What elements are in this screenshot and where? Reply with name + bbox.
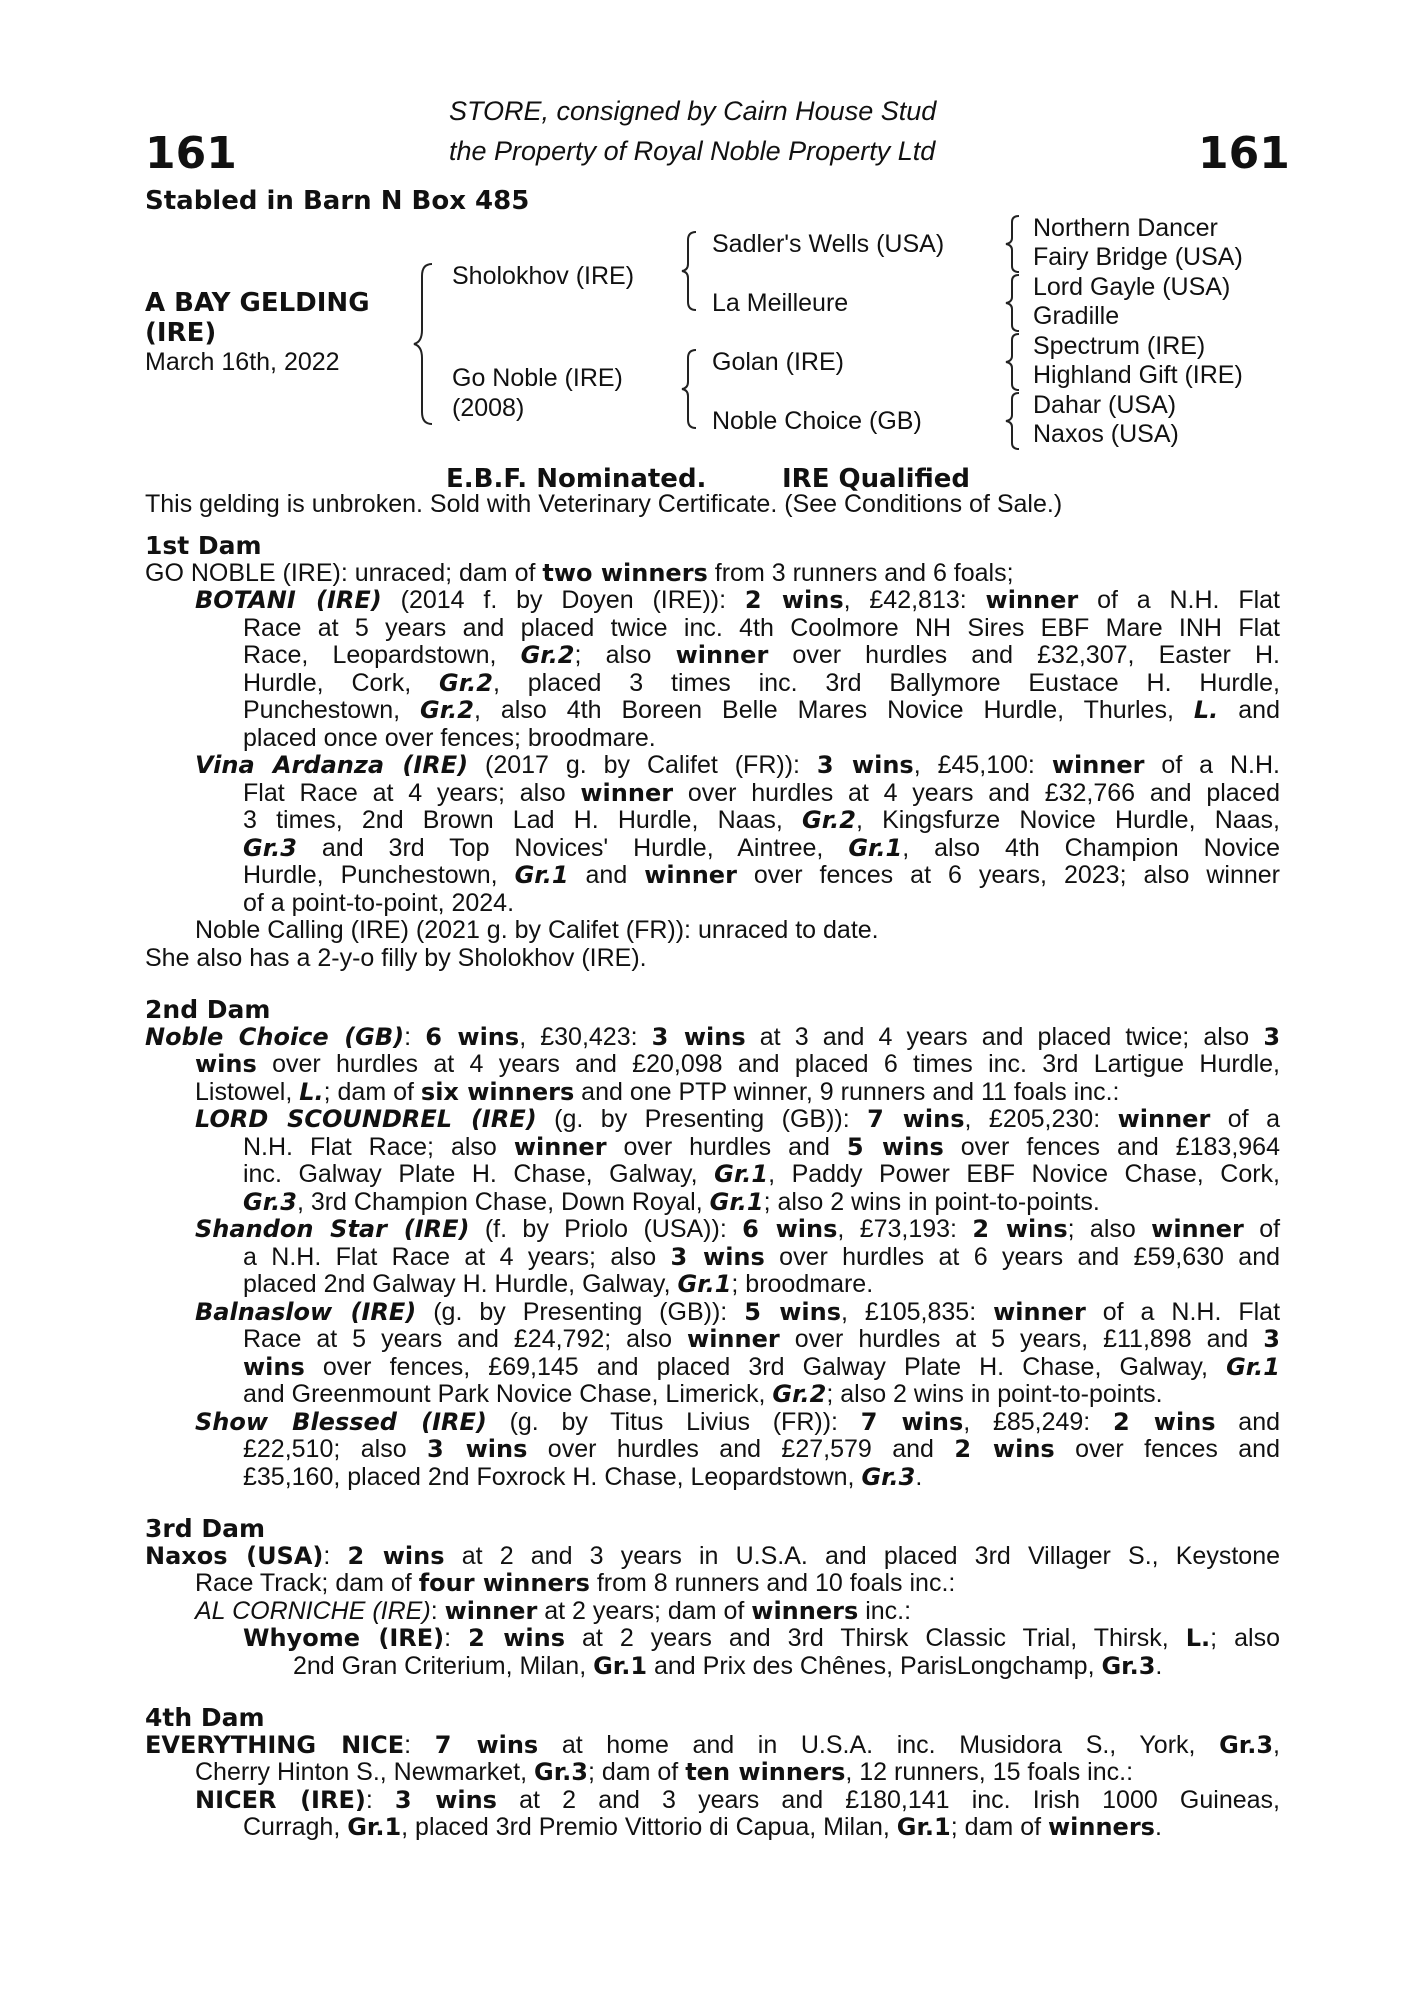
lot-number-left: 161 [145, 128, 237, 179]
gg-ancestor: Fairy Bridge (USA) [1033, 243, 1243, 271]
sire-sire: Sadler's Wells (USA) [712, 230, 945, 258]
horse-name: BOTANI (IRE) [195, 586, 382, 614]
lot-number-right: 161 [1198, 128, 1290, 179]
header-consignor: STORE, consigned by Cairn House Stud [449, 96, 937, 126]
pedigree-brace-gg4 [1003, 391, 1033, 451]
gg-ancestor: Gradille [1033, 302, 1120, 330]
stabled-location: Stabled in Barn N Box 485 [145, 186, 530, 216]
gg-ancestor: Spectrum (IRE) [1033, 332, 1206, 360]
pedigree-brace-dam [678, 348, 708, 430]
sale-note: This gelding is unbroken. Sold with Veterinary Certificate. (See Conditions of Sale.) [145, 490, 1063, 518]
progeny-al-corniche: AL CORNICHE (IRE): winner at 2 years; dam of winners inc.: [195, 1596, 912, 1625]
gg-ancestor: Naxos (USA) [1033, 420, 1179, 448]
pedigree-brace-main [410, 262, 450, 426]
dam-sire: Golan (IRE) [712, 348, 844, 376]
progeny-show-blessed: Show Blessed (IRE) (g. by Titus Livius (FR)): 7 wins, £85,249: 2 wins and £22,510; also 3 wins over hurdles and £27,579 and 2 wins over fences and £35,160, placed 2nd Foxrock H. Chase, Leopardstown, Gr.3. [195, 1407, 1281, 1491]
progeny-lord-scoundrel: LORD SCOUNDREL (IRE) (g. by Presenting (GB)): 7 wins, £205,230: winner of a N.H. Flat Race; also winner over hurdles and 5 wins over fences and £183,964 inc. Galway Plate H. Chase, Galway, Gr.1, Paddy Power EBF Novice Chase, Cork, Gr.3, 3rd Champion Chase, Down Royal, Gr.1; also 2 wins in point-to-points. [195, 1105, 1280, 1216]
progeny-botani: BOTANI (IRE) (2014 f. by Doyen (IRE)): 2 wins, £42,813: winner of a N.H. Flat Race at 5 years and placed twice inc. 4th Coolmore NH Sires EBF Mare INH Flat Race, Leopardstown, Gr.2; also winner over hurdles and £32,307, Easter H. Hurdle, Cork, Gr.2, placed 3 times inc. 3rd Ballymore Eustace H. Hurdle, Punchestown, Gr.2, also 4th Boreen Belle Mares Novice Hurdle, Thurles, L. and placed once over fences; broodmare. [195, 586, 1280, 752]
gg-ancestor: Highland Gift (IRE) [1033, 361, 1243, 389]
ebf-nominated: E.B.F. Nominated. [446, 464, 707, 494]
dam1-intro: GO NOBLE (IRE): unraced; dam of two winners from 3 runners and 6 foals; [145, 558, 1014, 587]
progeny-vina-ardanza: Vina Ardanza (IRE) (2017 g. by Califet (FR)): 3 wins, £45,100: winner of a N.H. Flat Race at 4 years; also winner over hurdles at 4 years and £32,766 and placed 3 times, 2nd Brown Lad H. Hurdle, Naas, Gr.2, Kingsfurze Novice Hurdle, Naas, Gr.3 and 3rd Top Novices' Hurdle, Aintree, Gr.1, also 4th Champion Novice Hurdle, Punchestown, Gr.1 and winner over fences at 6 years, 2023; also winner of a point-to-point, 2024. [195, 751, 1281, 917]
horse-country: (IRE) [145, 318, 217, 348]
horse-title: A BAY GELDING [145, 288, 370, 318]
gg-ancestor: Dahar (USA) [1033, 391, 1177, 419]
sire-dam: La Meilleure [712, 289, 849, 317]
section-heading: 2nd Dam [145, 995, 271, 1024]
dam-dam: Noble Choice (GB) [712, 407, 922, 435]
foaling-date: March 16th, 2022 [145, 348, 340, 376]
section-heading: 3rd Dam [145, 1514, 265, 1543]
progeny-noble-calling: Noble Calling (IRE) (2021 g. by Califet (FR)): unraced to date. [195, 916, 879, 944]
pedigree-brace-gg3 [1003, 332, 1033, 392]
catalogue-body [145, 532, 1280, 1842]
dam4-intro: EVERYTHING NICE: 7 wins at home and in U.S.A. inc. Musidora S., York, Gr.3, Cherry Hinton S., Newmarket, Gr.3; dam of ten winners, 12 runners, 15 foals inc.: [145, 1730, 1280, 1786]
pedigree-brace-gg1 [1003, 214, 1033, 274]
dam-year: (2008) [452, 394, 525, 422]
progeny-shandon-star: Shandon Star (IRE) (f. by Priolo (USA)): 6 wins, £73,193: 2 wins; also winner of a N.H. Flat Race at 4 years; also 3 wins over hurdles at 6 years and £59,630 and placed 2nd Galway H. Hurdle, Galway, Gr.1; broodmare. [195, 1215, 1281, 1298]
progeny-whyome: Whyome (IRE): 2 wins at 2 years and 3rd Thirsk Classic Trial, Thirsk, L.; also 2nd Gran Criterium, Milan, Gr.1 and Prix des Chênes, ParisLongchamp, Gr.3. [243, 1624, 1280, 1680]
header-property: the Property of Royal Noble Property Ltd [449, 136, 936, 166]
gg-ancestor: Northern Dancer [1033, 214, 1218, 242]
dam3-intro: Naxos (USA): 2 wins at 2 and 3 years in U.S.A. and placed 3rd Villager S., Keystone Race Track; dam of four winners from 8 runners and 10 foals inc.: [145, 1541, 1280, 1597]
progeny-balnaslow: Balnaslow (IRE) (g. by Presenting (GB)): 5 wins, £105,835: winner of a N.H. Flat Race at 5 years and £24,792; also winner over hurdles at 5 years, £11,898 and 3 wins over fences, £69,145 and placed 3rd Galway Plate H. Chase, Galway, Gr.1 and Greenmount Park Novice Chase, Limerick, Gr.2; also 2 wins in point-to-points. [195, 1297, 1281, 1408]
dam2-intro: Noble Choice (GB): 6 wins, £30,423: 3 wins at 3 and 4 years and placed twice; also 3 wins over hurdles at 4 years and £20,098 and placed 6 times inc. 3rd Lartigue Hurdle, Listowel, L.; dam of six winners and one PTP winner, 9 runners and 11 foals inc.: [145, 1022, 1281, 1106]
dam-name: Go Noble (IRE) [452, 364, 623, 392]
pedigree-brace-sire [678, 230, 708, 312]
section-heading: 1st Dam [145, 531, 262, 560]
gg-ancestor: Lord Gayle (USA) [1033, 273, 1231, 301]
progeny-nicer: NICER (IRE): 3 wins at 2 and 3 years and £180,141 inc. Irish 1000 Guineas, Curragh, Gr.1, placed 3rd Premio Vittorio di Capua, Milan, Gr.1; dam of winners. [195, 1785, 1280, 1841]
section-heading: 4th Dam [145, 1703, 265, 1732]
pedigree-brace-gg2 [1003, 273, 1033, 333]
dam1-also: She also has a 2-y-o filly by Sholokhov (IRE). [145, 943, 647, 972]
horse-name: Vina Ardanza (IRE) [195, 751, 469, 779]
sire-name: Sholokhov (IRE) [452, 262, 635, 290]
ire-qualified: IRE Qualified [782, 464, 971, 494]
